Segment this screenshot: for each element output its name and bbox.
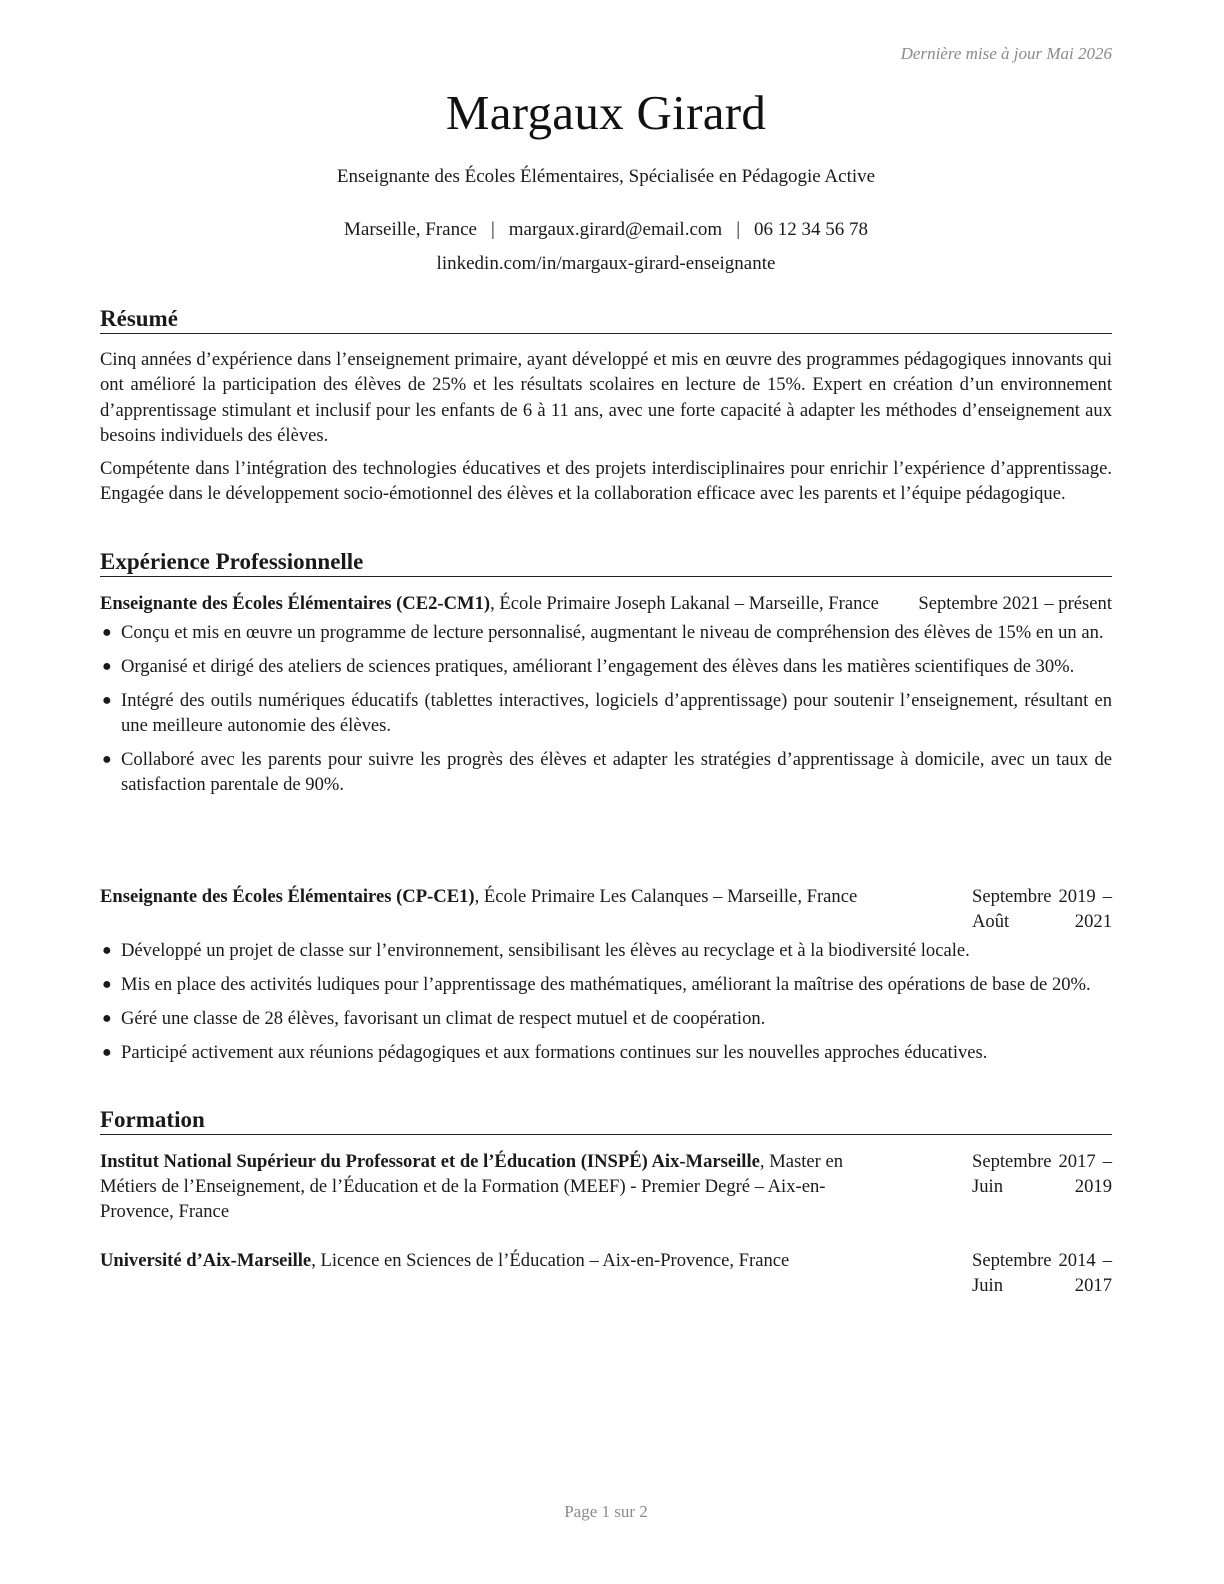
list-item: ● Organisé et dirigé des ateliers de sciences pratiques, améliorant l’engagement des élèves dans les matières scientifiques de 30%. [102,656,1075,677]
job-dates: Septembre 2019 – Août 2021 [972,886,1112,932]
contact-line [100,219,1112,241]
section-title-summary: Résumé [100,305,1112,334]
list-item: ● Développé un projet de classe sur l’environnement, sensibilisant les élèves au recyclage et à la biodiversité locale. [102,940,970,961]
list-item: ● Géré une classe de 28 élèves, favorisant un climat de respect mutuel et de coopération. [102,1008,766,1029]
email-link[interactable]: margaux.girard@email.com [508,219,723,240]
education-header [100,1248,1112,1298]
headline: Enseignante des Écoles Élémentaires, Spécialisée en Pédagogie Active [336,166,876,187]
list-item: ● Participé activement aux réunions pédagogiques et aux formations continues sur les nouvelles approches éducatives. [102,1042,988,1063]
degree-detail: , Master en Métiers de l’Enseignement, de l’Éducation et de la Formation (MEEF) - Premier Degré – Aix-en-Provence, France [100,1151,844,1222]
education-entry [100,1149,1112,1224]
job-bullets [100,620,1112,797]
last-updated: Dernière mise à jour Mai 2026 [900,44,1112,63]
job-dates: Septembre 2021 – présent [918,593,1112,614]
list-item: ● Collaboré avec les parents pour suivre les progrès des élèves et adapter les stratégies d’apprentissage à domicile, avec un taux de satisfaction parentale de 90%. [102,749,1112,795]
section-title-experience: Expérience Professionnelle [100,548,1112,577]
job-place: , École Primaire Les Calanques – Marseille, France [474,886,858,907]
resume-page [100,0,1112,1584]
school-name: Institut National Supérieur du Professorat et de l’Éducation (INSPÉ) Aix-Marseille [100,1151,760,1172]
phone: 06 12 34 56 78 [754,219,868,240]
job-entry [100,591,1112,806]
job-title [100,884,870,934]
education-dates: Septembre 2014 – Juin 2017 [972,1250,1112,1296]
degree-detail: , Licence en Sciences de l’Éducation – Aix-en-Provence, France [311,1250,790,1271]
separator: | [490,219,495,240]
education-dates: Septembre 2017 – Juin 2019 [972,1151,1112,1197]
education-title [100,1149,870,1224]
job-entry [100,884,1112,1074]
list-item: ● Mis en place des activités ludiques pour l’apprentissage des mathématiques, améliorant la maîtrise des opérations de base de 20%. [102,974,1091,995]
summary-paragraph: Cinq années d’expérience dans l’enseignement primaire, ayant développé et mis en œuvre des programmes pédagogiques innovants qui ont amélioré la participation des élèves de 25% et les résultats scolaires en lecture de 15%. Expert en création d’un environnement d’apprentissage stimulant et inclusif pour les enfants de 6 à 11 ans, avec une forte capacité à adapter les méthodes d’enseignement aux besoins individuels des élèves. [100,349,1112,446]
page-number: Page 1 sur 2 [564,1502,648,1521]
summary-paragraph: Compétente dans l’intégration des technologies éducatives et des projets interdisciplinaires pour enrichir l’expérience d’apprentissage. Engagée dans le développement socio-émotionnel des élèves et la collaboration efficace avec les parents et l’équipe pédagogique. [100,458,1112,505]
list-item: ● Conçu et mis en œuvre un programme de lecture personnalisé, augmentant le niveau de compréhension des élèves de 15% en un an. [102,622,1104,643]
location: Marseille, France [344,219,477,240]
job-title [100,591,879,616]
job-bullets [100,938,1112,1065]
education-header [100,1149,1112,1224]
linkedin-link[interactable]: linkedin.com/in/margaux-girard-enseignante [436,253,776,274]
job-role: Enseignante des Écoles Élémentaires (CP-CE1) [100,886,475,907]
job-place: , École Primaire Joseph Lakanal – Marseille, France [490,593,879,614]
education-title [100,1248,870,1298]
education-entry [100,1248,1112,1298]
list-item: ● Intégré des outils numériques éducatifs (tablettes interactives, logiciels d’apprentissage) pour soutenir l’enseignement, résultant en une meilleure autonomie des élèves. [102,690,1112,736]
job-header [100,884,1112,934]
separator: | [736,219,740,240]
candidate-name: Margaux Girard [445,85,767,140]
school-name: Université d’Aix-Marseille [100,1250,312,1271]
job-role: Enseignante des Écoles Élémentaires (CE2-CM1) [100,593,491,614]
section-title-education: Formation [100,1106,1112,1135]
